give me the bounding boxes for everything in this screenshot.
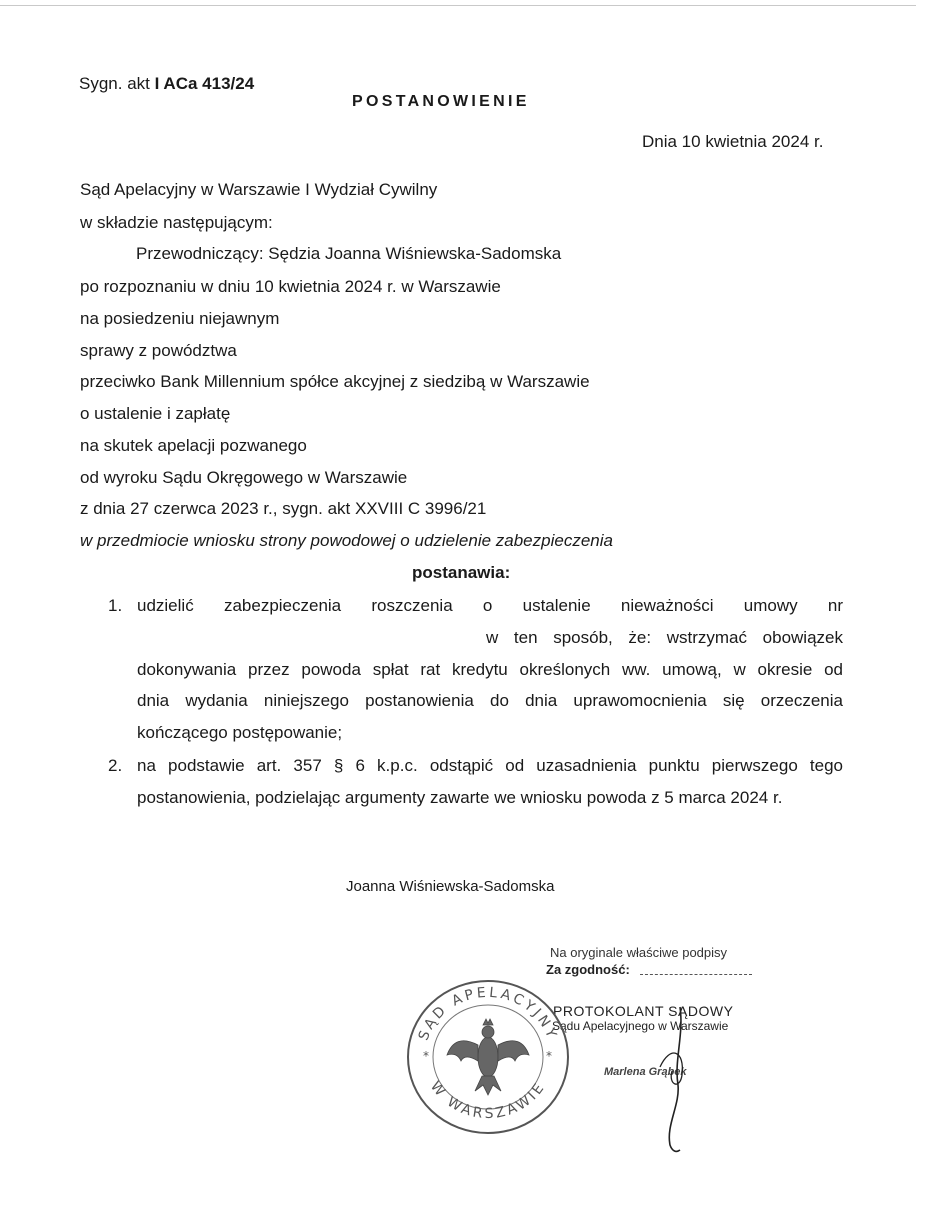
- case-number: I ACa 413/24: [154, 74, 255, 93]
- document-title: POSTANOWIENIE: [352, 93, 530, 110]
- certification-label: Za zgodność:: [546, 962, 630, 977]
- item-number: 2.: [108, 756, 123, 775]
- court-name: Sąd Apelacyjny w Warszawie I Wydział Cywilny: [80, 180, 438, 199]
- item-line: postanowienia, podzielając argumenty zawarte we wniosku powoda z 5 marca 2024 r.: [137, 788, 783, 807]
- case-prefix: Sygn. akt: [79, 74, 150, 93]
- subject-info: w przedmiocie wniosku strony powodowej o udzielenie zabezpieczenia: [80, 531, 613, 550]
- svg-text:SĄD APELACYJNY: SĄD APELACYJNY: [415, 984, 561, 1043]
- certification-dotted-line: [640, 974, 752, 975]
- document-date: Dnia 10 kwietnia 2024 r.: [642, 132, 824, 151]
- item-line: w ten sposób, że: wstrzymać obowiązek: [486, 628, 843, 647]
- item-number: 1.: [108, 596, 123, 615]
- handwritten-signature: [640, 1005, 710, 1155]
- action-label: sprawy z powództwa: [80, 341, 237, 360]
- clerk-court: Sądu Apelacyjnego w Warszawie: [552, 1019, 729, 1033]
- clerk-title: PROTOKOLANT SĄDOWY: [553, 1003, 734, 1019]
- decision-heading: postanawia:: [412, 563, 511, 582]
- judgment-date: z dnia 27 czerwca 2023 r., sygn. akt XXVIII C 3996/21: [80, 499, 487, 518]
- case-signature: [79, 74, 254, 94]
- certification-note: Na oryginale właściwe podpisy: [550, 945, 728, 960]
- judgment-info: od wyroku Sądu Okręgowego w Warszawie: [80, 468, 408, 487]
- eagle-emblem-icon: [447, 1019, 529, 1095]
- judge-signature-name: Joanna Wiśniewska-Sadomska: [346, 878, 555, 895]
- appeal-info: na skutek apelacji pozwanego: [80, 436, 307, 455]
- clerk-name: Marlena Grąbek: [604, 1066, 687, 1078]
- top-border-line: [0, 5, 916, 6]
- svg-text:*: *: [423, 1049, 429, 1063]
- item-line: udzielić zabezpieczenia roszczenia o ustalenie nieważności umowy nr: [137, 596, 843, 615]
- svg-text:*: *: [546, 1049, 552, 1063]
- item-line: dnia wydania niniejszego postanowienia do dnia uprawomocnienia się orzeczenia: [137, 691, 843, 710]
- court-seal: [403, 977, 573, 1137]
- session-type: na posiedzeniu niejawnym: [80, 309, 280, 328]
- hearing-info: po rozpoznaniu w dniu 10 kwietnia 2024 r. w Warszawie: [80, 277, 501, 296]
- presiding-judge: Przewodniczący: Sędzia Joanna Wiśniewska-Sadomska: [136, 244, 562, 263]
- svg-text:W WARSZAWIE: W WARSZAWIE: [426, 1078, 550, 1123]
- item-line: na podstawie art. 357 § 6 k.p.c. odstąpić od uzasadnienia punktu pierwszego tego: [137, 756, 843, 775]
- item-line: dokonywania przez powoda spłat rat kredytu określonych ww. umową, w okresie od: [137, 660, 843, 679]
- claim-info: o ustalenie i zapłatę: [80, 404, 231, 423]
- item-line: kończącego postępowanie;: [137, 723, 343, 742]
- defendant-info: przeciwko Bank Millennium spółce akcyjnej z siedzibą w Warszawie: [80, 372, 590, 391]
- composition-label: w składzie następującym:: [80, 213, 273, 232]
